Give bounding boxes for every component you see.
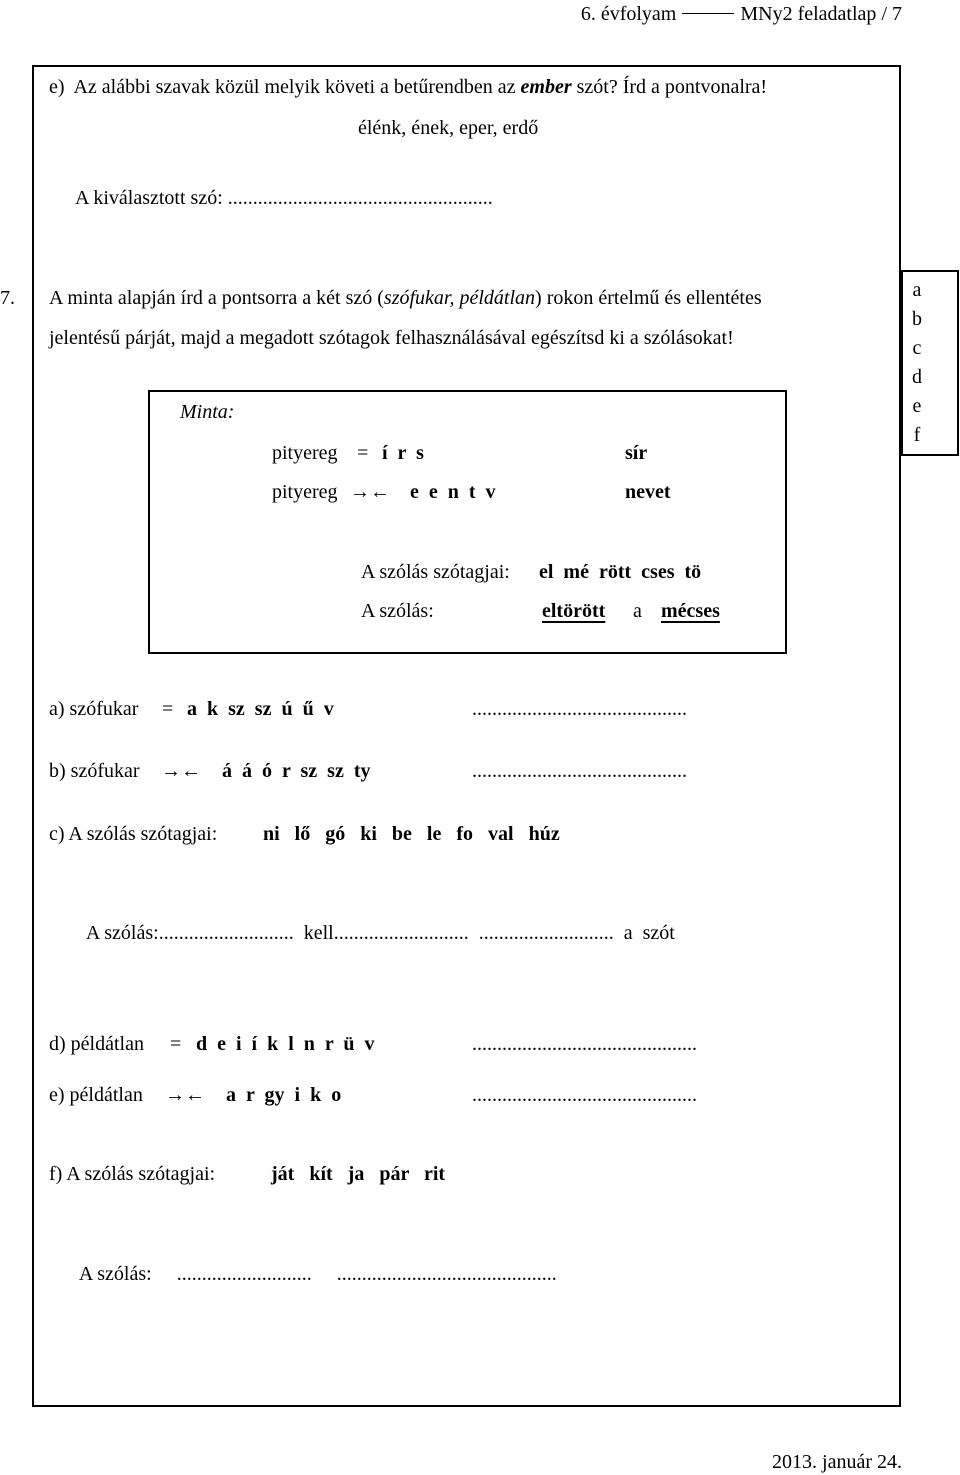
item-c-values: ni lő gó ki be le fo val húz [263, 823, 560, 845]
score-letter-a: a [912, 279, 922, 301]
header-code: MNy2 feladatlap [740, 3, 877, 25]
item-c-dots2[interactable]: ........................... [333, 922, 469, 944]
task-e-answer-dots[interactable]: ..................................................... [227, 187, 493, 209]
score-box [901, 270, 959, 456]
score-letter-c: c [912, 337, 922, 359]
example-row1-sign: = [357, 442, 369, 464]
item-c-dots3[interactable]: ........................... [478, 922, 614, 944]
example-saying-label: A szólás: [361, 600, 434, 622]
example-row1-word: pityereg [272, 442, 338, 464]
task-e-label: e) [49, 76, 65, 98]
item-d-sign: = [170, 1033, 182, 1055]
header-grade: 6. évfolyam [580, 3, 677, 25]
item-c-saying [77, 903, 675, 943]
item-a-sign: = [162, 698, 174, 720]
item-b-label: b) szófukar [49, 760, 140, 782]
task-e-answer [75, 188, 493, 208]
task7-line2: jelentésű párját, majd a megadott szótagok felhasználásával egészítsd ki a szólásokat! [49, 327, 734, 349]
item-f-dots1[interactable]: ........................... [176, 1263, 312, 1285]
example-syll-label: A szólás szótagjai: [361, 561, 510, 583]
task-e-question [49, 77, 767, 97]
header-dash [682, 13, 734, 14]
task7-line1-pre: A minta alapján írd a pontsorra a két szó ( [49, 287, 384, 309]
score-letter-d: d [912, 366, 922, 388]
page-header [581, 4, 902, 24]
example-row1-letters: í r s [382, 442, 424, 464]
item-e-sign: →← [165, 1084, 205, 1106]
item-c-word1: kell [303, 922, 334, 944]
task-e-question-pre: Az alábbi szavak közül melyik követi a betűrendben az [73, 76, 516, 98]
item-a-letters: a k sz sz ú ű v [187, 698, 334, 720]
task-e-words: élénk, ének, eper, erdő [358, 117, 539, 139]
item-e-answer-dots[interactable]: ............................................. [472, 1084, 697, 1106]
example-saying-w3: mécses [661, 600, 720, 622]
item-c-label: c) A szólás szótagjai: [49, 823, 218, 845]
item-b-letters: á á ó r sz sz ty [222, 760, 371, 782]
score-letter-f: f [913, 424, 921, 446]
score-letter-e: e [912, 395, 922, 417]
task-e-question-bold: ember [520, 76, 572, 98]
score-letter-b: b [912, 308, 922, 330]
example-row2-answer: nevet [625, 481, 671, 503]
main-frame [32, 65, 901, 1407]
item-a-label: a) szófukar [49, 698, 139, 720]
example-row2-sign: →← [350, 481, 390, 503]
task7-line1-italic: szófukar, példátlan [383, 287, 536, 309]
item-c-saying-label: A szólás: [85, 922, 159, 944]
item-b-answer-dots[interactable]: ........................................... [472, 760, 687, 782]
footer-date: 2013. január 24. [772, 1451, 902, 1473]
task7-line1 [49, 288, 762, 308]
example-syll-values: el mé rött cses tö [539, 561, 702, 583]
example-row2-letters: e e n t v [410, 481, 496, 503]
item-e-label: e) példátlan [49, 1084, 143, 1106]
item-d-letters: d e i í k l n r ü v [196, 1033, 375, 1055]
example-row1-answer: sír [625, 442, 648, 464]
item-d-answer-dots[interactable]: ............................................. [472, 1033, 697, 1055]
example-title: Minta: [180, 401, 235, 423]
item-f-saying [70, 1244, 557, 1284]
header-page: / 7 [881, 3, 902, 25]
task-e-answer-label: A kiválasztott szó: [75, 187, 223, 209]
item-f-label: f) A szólás szótagjai: [49, 1163, 216, 1185]
example-row2-word: pityereg [272, 481, 338, 503]
example-saying-w2: a [633, 600, 642, 622]
item-e-letters: a r gy i k o [226, 1084, 342, 1106]
item-b-sign: →← [161, 760, 201, 782]
item-f-saying-label: A szólás: [78, 1263, 152, 1285]
task-e-question-post: szót? Írd a pontvonalra! [576, 76, 768, 98]
task7-line1-post: ) rokon értelmű és ellentétes [535, 287, 762, 309]
item-a-answer-dots[interactable]: ........................................... [472, 698, 687, 720]
item-d-label: d) példátlan [49, 1033, 144, 1055]
item-c-dots1[interactable]: ........................... [158, 922, 294, 944]
item-f-values: ját kít ja pár rit [271, 1163, 446, 1185]
task7-number: 7. [0, 287, 15, 309]
example-saying-w1: eltörött [542, 600, 606, 622]
item-f-dots2[interactable]: ............................................ [336, 1263, 557, 1285]
item-c-tail: a szót [623, 922, 675, 944]
